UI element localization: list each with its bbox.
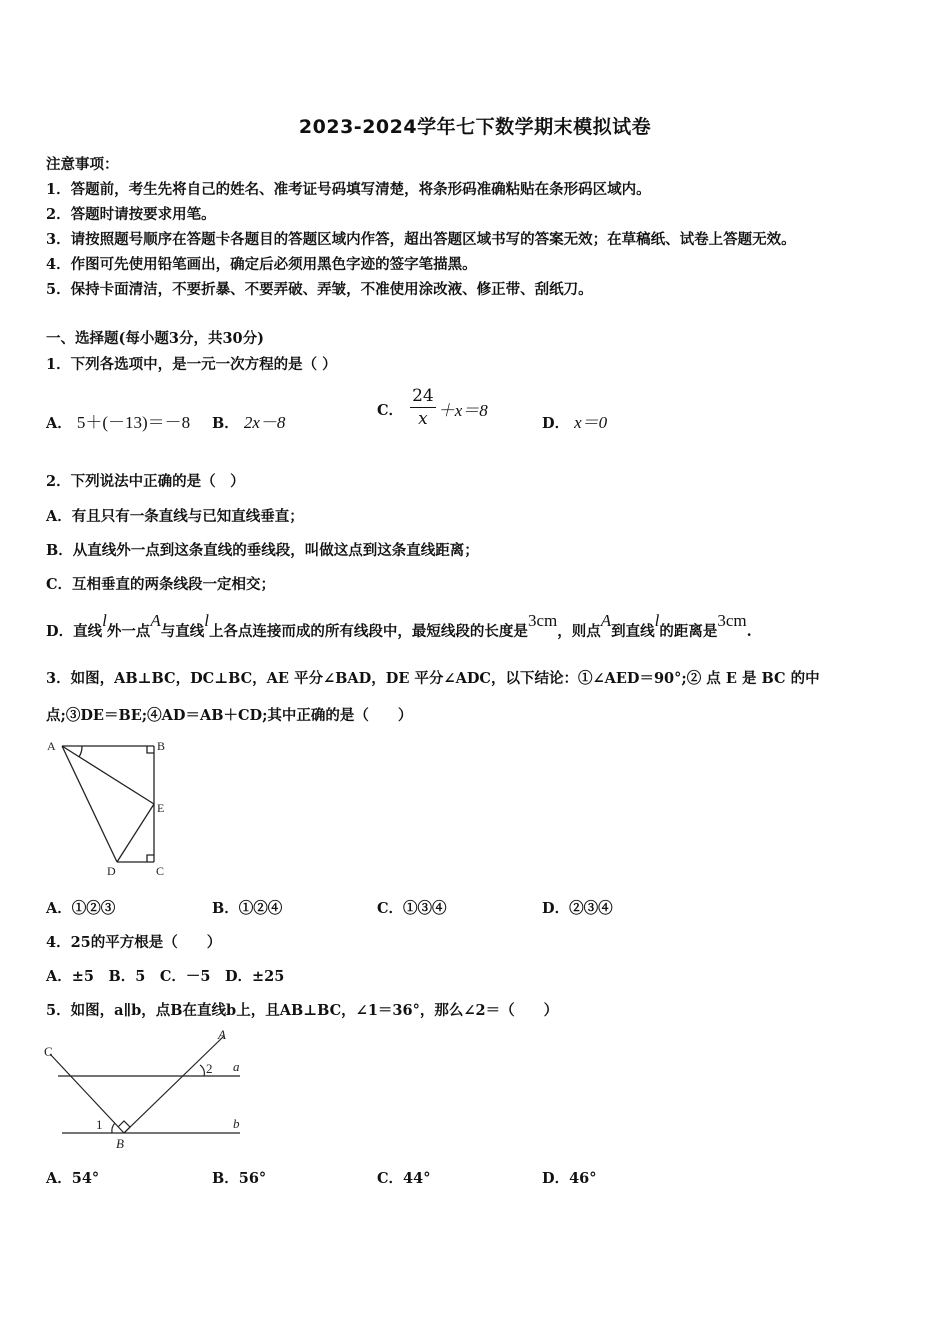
q2-math-l: l: [654, 611, 660, 630]
q5-label-c: C: [44, 1044, 53, 1059]
q3-label-e: E: [157, 801, 165, 815]
q1-option-a: [46, 408, 190, 433]
q1-option-b: [212, 408, 285, 433]
q2-math-3cm: 3cm: [717, 611, 747, 630]
q3-stem-line2: 点;③DE＝BE;④AD＝AB＋CD;其中正确的是（ ）: [46, 707, 413, 724]
q5-figure: [40, 1026, 260, 1156]
q2-option-d-text: .: [746, 623, 752, 640]
q5-option-a: A．54°: [46, 1170, 100, 1187]
q1-option-c-numerator: 24: [412, 386, 434, 406]
q5-label-b-point: B: [116, 1136, 124, 1151]
q5-ray-ba: [124, 1036, 224, 1133]
q1-option-c-fraction: [410, 385, 436, 430]
q1-option-c-denominator: x: [418, 409, 428, 429]
q5-label-line-a: a: [233, 1059, 240, 1074]
q3-option-c: C．①③④: [377, 900, 447, 917]
q3-right-angle-c: [147, 855, 154, 862]
q2-math-A: A: [600, 611, 612, 630]
q1-option-d: [542, 408, 607, 433]
q3-segment-de: [117, 804, 154, 862]
q1-stem: 1．下列各选项中，是一元一次方程的是（ ）: [46, 356, 337, 373]
q3-label-a: A: [47, 739, 56, 753]
q5-label-line-b: b: [233, 1116, 240, 1131]
q1-option-c-label: C．: [377, 402, 404, 419]
q2-stem: 2．下列说法中正确的是（ ）: [46, 473, 245, 490]
q1-option-a-label: A．: [46, 415, 72, 432]
q1-option-b-math: 2x－8: [243, 413, 286, 432]
q3-option-a: A．①②③: [46, 900, 116, 917]
q2-option-d-text: 的距离是: [659, 623, 718, 640]
q2-math-l: l: [102, 611, 107, 630]
notice-heading: 注意事项：: [46, 156, 119, 173]
q2-option-d-text: ，则点: [557, 623, 601, 640]
q5-stem: 5．如图，a∥b，点B在直线b上，且AB⊥BC，∠1＝36°，那么∠2＝（ ）: [46, 1002, 559, 1019]
q3-option-b: B．①②④: [212, 900, 283, 917]
q3-stem-line1: 3．如图，AB⊥BC，DC⊥BC，AE 平分∠BAD，DE 平分∠ADC，以下结论：①∠AED＝90°;② 点 E 是 BC 的中: [46, 670, 820, 687]
q3-option-d: D．②③④: [542, 900, 613, 917]
q5-angle2-arc: [200, 1065, 204, 1076]
q5-label-a-point: A: [218, 1027, 226, 1042]
notice-item: 5．保持卡面清洁，不要折暴、不要弄破、弄皱，不准使用涂改液、修正带、刮纸刀。: [46, 281, 593, 298]
notice-item: 4．作图可先使用铅笔画出，确定后必须用黑色字迹的签字笔描黑。: [46, 256, 477, 273]
q2-math-3cm: 3cm: [527, 611, 558, 630]
page-title: 2023-2024学年七下数学期末模拟试卷: [298, 116, 652, 138]
section-heading: 一、选择题(每小题3分，共30分): [46, 330, 264, 347]
q5-option-c: C．44°: [377, 1170, 431, 1187]
q3-label-b: B: [157, 739, 166, 753]
q2-math-l: l: [204, 611, 209, 630]
q1-option-d-math: x＝0: [574, 413, 608, 432]
q2-option-c: C．互相垂直的两条线段一定相交；: [46, 576, 276, 593]
q1-option-a-math: 5＋(－13)＝－8: [76, 413, 191, 432]
q5-option-d: D．46°: [542, 1170, 597, 1187]
q2-option-d-text: 外一点: [106, 623, 151, 640]
q1-option-b-label: B．: [212, 415, 239, 432]
q2-option-d-text: 与直线: [160, 623, 205, 640]
q4-stem: 4．25的平方根是（ ）: [46, 934, 222, 951]
q2-option-b: B．从直线外一点到这条直线的垂线段，叫做这点到这条直线距离；: [46, 542, 479, 559]
q2-option-d-text: 上各点连接而成的所有线段中，最短线段的长度是: [208, 623, 528, 640]
q2-option-d-text: 到直线: [611, 623, 655, 640]
q2-math-A: A: [150, 611, 161, 630]
q2-option-d-text: D．直线: [46, 623, 103, 640]
q3-label-d: D: [107, 864, 116, 878]
q5-angle1-arc: [112, 1123, 115, 1133]
q3-angle-arc-a: [79, 746, 82, 757]
q1-option-c-rest: ＋x＝8: [437, 401, 488, 420]
notice-item: 3．请按照题号顺序在答题卡各题目的答题区域内作答，超出答题区域书写的答案无效；在草稿纸、试卷上答题无效。: [46, 231, 796, 248]
q5-label-angle2: 2: [206, 1061, 213, 1076]
q3-right-angle-b: [147, 746, 154, 753]
q5-label-angle1: 1: [96, 1117, 103, 1132]
q1-option-c: [377, 385, 488, 430]
q1-option-d-label: D．: [542, 415, 570, 432]
notice-item: 2．答题时请按要求用笔。: [46, 206, 216, 223]
q5-right-angle-b: [118, 1121, 130, 1133]
q3-figure: [44, 734, 184, 879]
q3-label-c: C: [156, 864, 165, 878]
q2-option-d: [46, 611, 752, 641]
q5-option-b: B．56°: [212, 1170, 267, 1187]
q4-options: A．±5 B．5 C．－5 D．±25: [46, 968, 285, 985]
q2-option-a: A．有且只有一条直线与已知直线垂直；: [46, 508, 304, 525]
q5-ray-bc: [50, 1054, 124, 1133]
notice-item: 1．答题前，考生先将自己的姓名、准考证号码填写清楚，将条形码准确粘贴在条形码区域内。: [46, 181, 651, 198]
